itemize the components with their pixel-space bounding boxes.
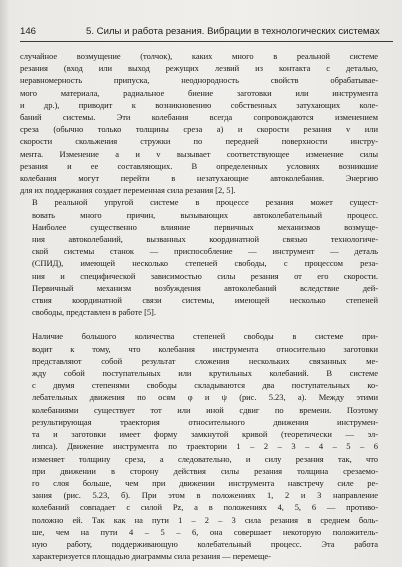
text-line: липса). Движение инструмента по траектории 1 – 2 – 3 – 4 – 5 – 6 bbox=[32, 441, 378, 452]
text-line: баний системы. Эти колебания всегда сопровождаются изменением bbox=[20, 112, 378, 123]
text-line: жду собой поступательных или крутильных колебаний. В системе bbox=[32, 368, 378, 379]
page-number: 146 bbox=[20, 26, 37, 37]
paragraph bbox=[20, 196, 378, 318]
paragraph bbox=[20, 330, 378, 562]
text-line: и др.), приводит к возникновению собственных затухающих коле- bbox=[20, 99, 378, 110]
text-line: (СПИД), имеющей несколько степеней свободы, с процессом реза- bbox=[32, 258, 378, 269]
text-line: водит к тому, что колебания инструмента относительно заготовки bbox=[32, 343, 378, 354]
paragraph bbox=[20, 50, 378, 196]
text-line: неравномерность припуска, неоднородность свойств обрабатывае- bbox=[20, 75, 378, 86]
text-line: резания (вход или выход режущих лезвий из контакта с деталью, bbox=[20, 63, 378, 74]
text-line: Наиболее существенно влияние первичных механизмов возмуще- bbox=[32, 221, 378, 232]
text-line: ской системы станок — приспособление — инструмент — деталь bbox=[32, 246, 378, 257]
text-line: случайное возмущение (толчок), каких много в реальной системе bbox=[20, 51, 378, 61]
text-line: положно ей. Так как на пути 1 – 2 – 3 сила резания в среднем боль- bbox=[32, 514, 378, 525]
text-line: результирующая траектория относительного движения инструмен- bbox=[32, 416, 378, 427]
text-line: скорости скольжения стружки по передней поверхности инстру- bbox=[20, 136, 378, 147]
text-line: Наличие большого количества степеней свободы в системе при- bbox=[32, 331, 378, 342]
text-line: ния и специфической зависимостью силы резания от его скорости. bbox=[32, 270, 378, 281]
text-line: ния автоколебаний, вызванных координатной связью технологиче- bbox=[32, 234, 378, 245]
text-line: Первичный механизм возбуждения автоколебаний вследствие дей- bbox=[32, 282, 378, 293]
text-line: ше, чем на пути 4 – 5 – 6, она совершает некоторую положитель- bbox=[32, 526, 378, 537]
text-line: та и заготовки имеет форму замкнутой кривой (теоретически — эл- bbox=[32, 429, 378, 440]
text-line: ную работу, поддерживающую колебательный процесс. Эта работа bbox=[32, 538, 378, 549]
text-line: мого материала, радиальное биение заготовки или инструмента bbox=[20, 87, 378, 98]
text-line: В реальной упругой системе в процессе резания может сущест- bbox=[32, 197, 378, 208]
text-line: изменяет толщину среза, а следовательно, и силу резания так, что bbox=[32, 453, 378, 464]
text-line: мента. Изменение a и v вызывает соответствующее изменение силы bbox=[20, 148, 378, 159]
text-line: для их поддержания создает переменная сила резания [2, 5]. bbox=[20, 185, 236, 196]
text-line: го слоя больше, чем при движении инструмента навстречу силе ре- bbox=[32, 477, 378, 488]
text-line: свободы, представлен в работе [5]. bbox=[32, 307, 156, 318]
header-rule bbox=[20, 41, 393, 42]
body-text bbox=[20, 50, 378, 562]
text-line: с двумя степенями свободы складываются два поступательных ко- bbox=[32, 380, 378, 391]
text-line: среза (обычно только толщины среза a) и скорости резания v или bbox=[20, 124, 378, 135]
text-line: колебания могут перейти в незатухающие автоколебания. Энергию bbox=[20, 173, 378, 184]
text-line: зания (рис. 5.23, б). При этом в положениях 1, 2 и 3 направление bbox=[32, 490, 378, 501]
text-line: колебаниями существует тот или иной сдвиг по времени. Поэтому bbox=[32, 404, 378, 415]
text-line: ствия координатной связи системы, имеющей несколько степеней bbox=[32, 295, 378, 306]
text-line: резания и ее составляющих. В определенных условиях возникшие bbox=[20, 160, 378, 171]
text-line: при движении в сторону действия силы резания толщина срезаемо- bbox=[32, 465, 378, 476]
text-line: вовать много причин, вызывающих автоколебательный процесс. bbox=[32, 209, 378, 220]
running-header bbox=[20, 25, 392, 41]
chapter-title: 5. Силы и работа резания. Вибрации в технологических системах bbox=[86, 26, 380, 37]
text-line: колебаний совпадает с силой Pz, а в положениях 4, 5, 6 — противо- bbox=[32, 502, 378, 513]
text-line: лебательных движения по осям φ и ψ (рис. 5.23, a). Между этими bbox=[32, 392, 378, 403]
text-line: представляют собой результат сложения нескольких связанных ме- bbox=[32, 355, 378, 366]
text-line: характеризуется площадью диаграммы сила резания — перемеще- bbox=[32, 551, 271, 562]
